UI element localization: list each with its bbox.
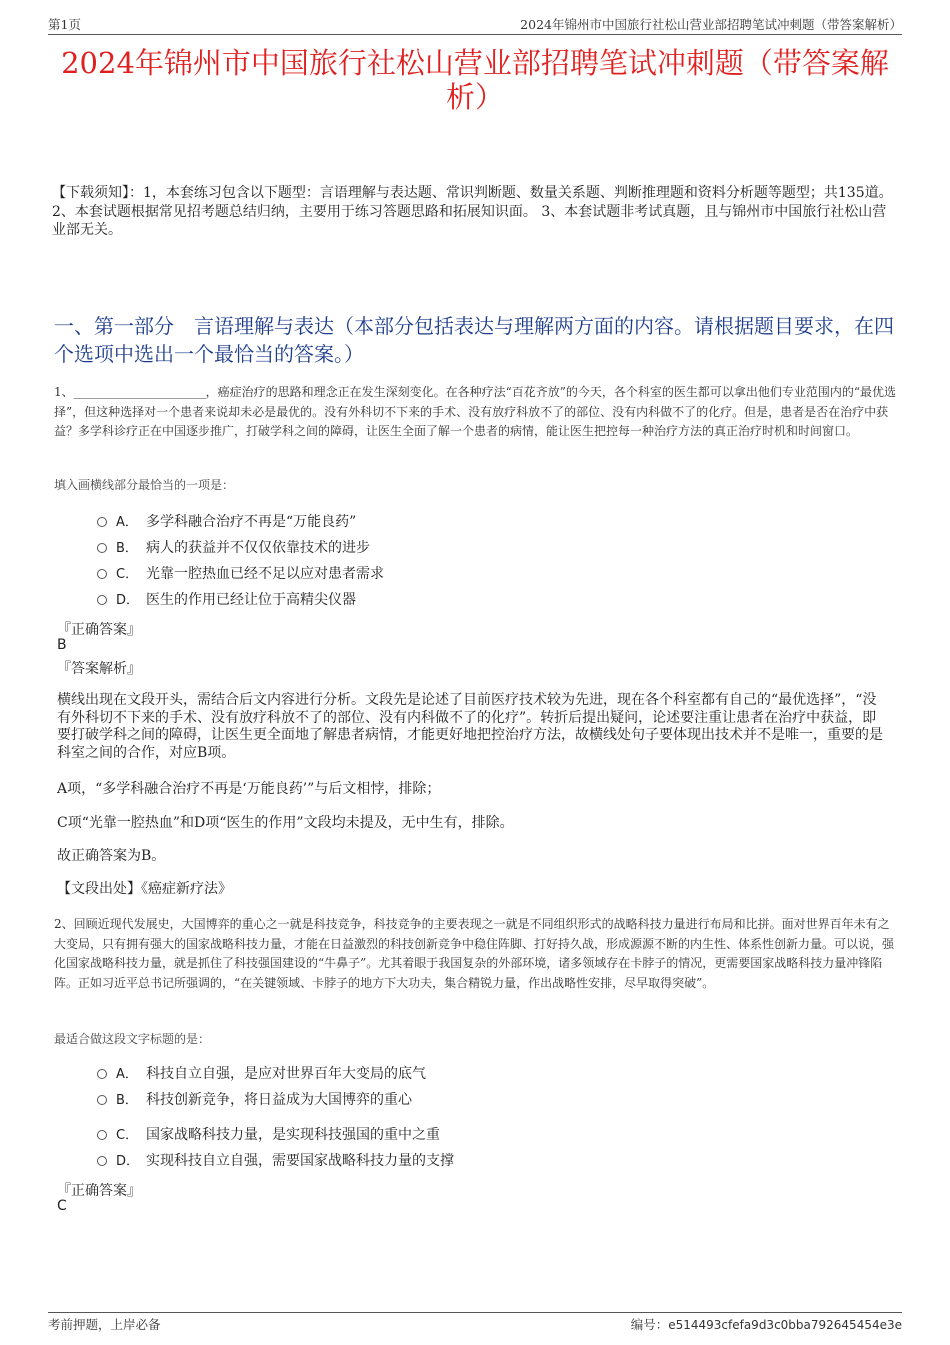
page-number: 第1页	[48, 17, 81, 32]
q1-answer-label: 『正确答案』	[57, 622, 141, 638]
question-2-prompt: 最适合做这段文字标题的是：	[54, 1032, 211, 1046]
q2-answer-label: 『正确答案』	[57, 1183, 141, 1199]
footer-code-value: e514493cfefa9d3c0bba792645454e3e	[668, 1318, 902, 1332]
section-title: 一、第一部分 言语理解与表达（本部分包括表达与理解两方面的内容。请根据题目要求，在四个选项中选出一个最恰当的答案。）	[54, 314, 894, 366]
footer-slogan: 考前押题，上岸必备	[48, 1317, 161, 1332]
footer-code	[631, 1315, 902, 1333]
q1-option-a[interactable]: A． 多学科融合治疗不再是“万能良药”	[97, 512, 356, 532]
q1-analysis-paragraph: 故正确答案为B。	[57, 848, 166, 864]
q2-option-c[interactable]: C． 国家战略科技力量，是实现科技强国的重中之重	[97, 1125, 440, 1145]
radio-icon[interactable]	[97, 1095, 107, 1105]
question-1-blank: ________________________	[73, 385, 206, 399]
question-2-stem	[54, 915, 898, 993]
q2-option-a[interactable]: A． 科技自立自强，是应对世界百年大变局的底气	[97, 1064, 426, 1084]
q1-analysis-paragraph: 横线出现在文段开头，需结合后文内容进行分析。文段先是论述了目前医疗技术较为先进，现在各个科室都有自己的“最优选择”，“没有外科切不下来的手术、没有放疗科放不了的部位、没有内科做不了的化疗”。转折后提出疑问，论述要注重让患者在治疗中获益，即要打破学科之间的障碍，让医生更全面地了解患者病情，才能更好地把控治疗方法，故横线处句子要体现出技术并不是唯一，重要的是科室之间的合作，对应B项。	[57, 692, 883, 761]
question-1-number: 1、	[54, 385, 74, 399]
radio-icon[interactable]	[97, 569, 107, 579]
radio-icon[interactable]	[97, 1069, 107, 1079]
page-footer	[48, 1312, 902, 1333]
q1-option-c[interactable]: C． 光靠一腔热血已经不足以应对患者需求	[97, 564, 384, 584]
radio-icon[interactable]	[97, 543, 107, 553]
question-1-text: ，癌症治疗的思路和理念正在发生深刻变化。在各种疗法“百花齐放”的今天，各个科室的医生都可以拿出他们专业范围内的“最优选择”，但这种选择对一个患者来说却未必是最优的。没有外科切不下来的手术、没有放疗科放不了的部位、没有内科做不了的化疗。但是，患者是否在治疗中获益？多学科诊疗正在中国逐步推广，打破学科之间的障碍，让医生全面了解一个患者的病情，能让医生把控每一种治疗方法的真正治疗时机和时间窗口。	[54, 385, 897, 438]
q1-option-b[interactable]: B． 病人的获益并不仅仅依靠技术的进步	[97, 538, 370, 558]
footer-code-label: 编号：	[630, 1317, 669, 1332]
q2-option-b[interactable]: B． 科技创新竞争，将日益成为大国博弈的重心	[97, 1090, 412, 1110]
q1-analysis-label: 『答案解析』	[57, 661, 141, 677]
question-1-prompt: 填入画横线部分最恰当的一项是：	[54, 478, 235, 492]
q1-source: 【文段出处】《癌症新疗法》	[57, 881, 232, 897]
q2-option-d[interactable]: D． 实现科技自立自强，需要国家战略科技力量的支撑	[97, 1151, 454, 1171]
header-doc-title: 2024年锦州市中国旅行社松山营业部招聘笔试冲刺题（带答案解析）	[520, 17, 902, 32]
q2-answer: C	[57, 1198, 67, 1214]
document-title: 2024年锦州市中国旅行社松山营业部招聘笔试冲刺题（带答案解析）	[61, 46, 889, 114]
question-2-number: 2、	[54, 917, 74, 931]
download-notice: 【下载须知】：1，本套练习包含以下题型：言语理解与表达题、常识判断题、数量关系题、判断推理题和资料分析题等题型；共135道。 2、本套试题根据常见招考题总结归纳，主要用于练习答题思路和拓展知识面。 3、本套试题非考试真题，且与锦州市中国旅行社松山营业部无关。	[52, 185, 893, 238]
question-2-text: 回顾近现代发展史，大国博弈的重心之一就是科技竞争，科技竞争的主要表现之一就是不同组织形式的战略科技力量进行布局和比拼。面对世界百年未有之大变局，只有拥有强大的国家战略科技力量，才能在日益激烈的科技创新竞争中稳住阵脚、打好持久战，形成源源不断的内生性、体系性创新力量。可以说，强化国家战略科技力量，就是抓住了科技强国建设的“牛鼻子”。尤其着眼于我国复杂的外部环境，诸多领域存在卡脖子的情况，更需要国家战略科技力量冲锋陷阵。正如习近平总书记所强调的，“在关键领域、卡脖子的地方下大功夫，集合精锐力量，作出战略性安排，尽早取得突破”。	[54, 917, 895, 990]
question-1-stem	[54, 383, 898, 442]
page-header	[48, 14, 902, 35]
radio-icon[interactable]	[97, 1130, 107, 1140]
radio-icon[interactable]	[97, 517, 107, 527]
q1-analysis-paragraph: A项，“多学科融合治疗不再是‘万能良药’”与后文相悖，排除；	[57, 781, 441, 797]
q1-option-d[interactable]: D． 医生的作用已经让位于高精尖仪器	[97, 590, 356, 610]
q1-analysis-paragraph: C项“光靠一腔热血”和D项“医生的作用”文段均未提及，无中生有，排除。	[57, 815, 514, 831]
radio-icon[interactable]	[97, 1156, 107, 1166]
radio-icon[interactable]	[97, 595, 107, 605]
q1-answer: B	[57, 637, 67, 653]
